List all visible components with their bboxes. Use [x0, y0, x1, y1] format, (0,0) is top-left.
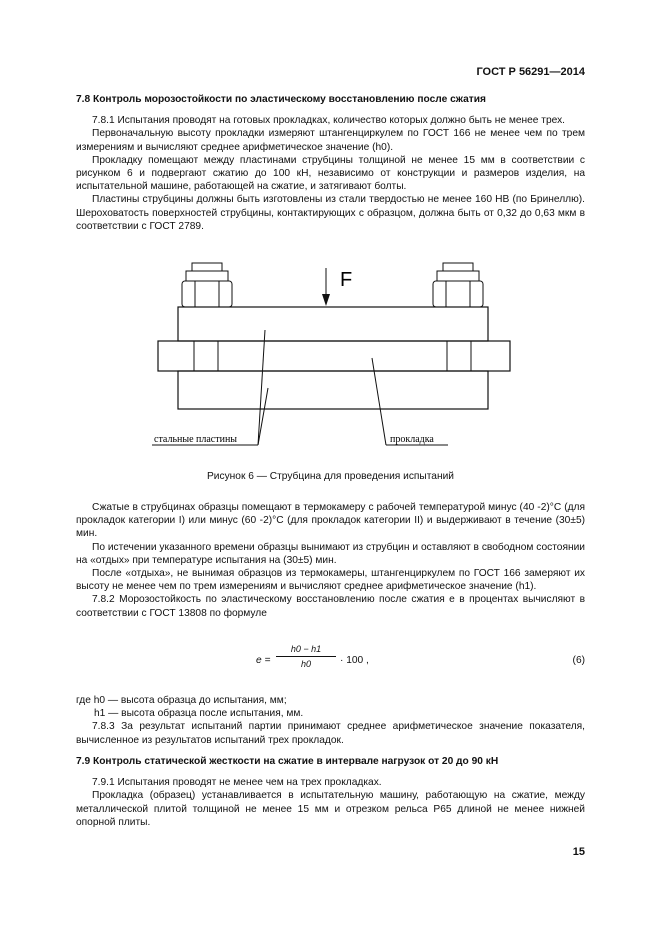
paragraph-rest: По истечении указанного времени образцы вынимают из струбцин и оставляют в свободном состоянии на «отдых» при температуре испытания на (30±5) мин.: [76, 541, 585, 566]
force-arrow-head: [322, 294, 330, 306]
paragraph-7-8-1: 7.8.1 Испытания проводят на готовых прокладках, количество которых должно быть не менее трех.: [92, 115, 566, 127]
figure-caption: Рисунок 6 — Струбцина для проведения испытаний: [207, 471, 454, 482]
formula-lhs: е =: [256, 655, 271, 666]
upper-steel-plate: [178, 307, 488, 341]
section-title-7-9: 7.9 Контроль статической жесткости на сжатие в интервале нагрузок от 20 до 90 кН: [76, 756, 499, 767]
page-number: 15: [572, 846, 585, 858]
paragraph-initial-height: Первоначальную высоту прокладки измеряют штангенциркулем по ГОСТ 166 не менее чем по трем измерениям и вычисляют среднее арифметическое значение (h0).: [76, 128, 585, 153]
lower-steel-plate: [178, 371, 488, 409]
paragraph-7-9-1: 7.9.1 Испытания проводят не менее чем на трех прокладках.: [92, 777, 382, 789]
where-line-1: где h0 — высота образца до испытания, мм;: [76, 695, 287, 706]
formula-tail: · 100 ,: [340, 655, 369, 666]
paragraph-plates: Пластины струбцины должны быть изготовлены из стали твердостью не менее 160 НВ (по Бринеллю). Шероховатость поверхностей струбцины, контактирующих с образцом, должна быть от 0,32 до 0,63 мкм в соответствии с ГОСТ 2789.: [76, 194, 585, 232]
left-bolt: [182, 263, 232, 307]
section-title-7-8: 7.8 Контроль морозостойкости по эластическому восстановлению после сжатия: [76, 94, 486, 105]
where-block: [76, 694, 585, 747]
clamp-figure: [150, 258, 520, 458]
after-figure-text: [76, 501, 585, 620]
paragraph-7-8-3: 7.8.3 За результат испытаний партии принимают среднее арифметическое значение показателя, вычисленное из результатов испытаний трех прокладок.: [76, 721, 585, 746]
label-plates: стальные пластины: [154, 434, 238, 445]
paragraph-7-9-install: Прокладка (образец) устанавливается в испытательную машину, работающую на сжатие, между металлической плитой толщиной не менее 15 мм и отрезком рельса Р65 длиной не менее нижней опорной плиты.: [76, 790, 585, 828]
formula-6: [76, 644, 585, 684]
left-bolt-shank: [194, 341, 218, 371]
formula-numerator: h0 − h1: [276, 644, 336, 657]
right-bolt: [433, 263, 483, 307]
formula-denominator: h0: [300, 659, 311, 669]
paragraph-thermochamber: Сжатые в струбцинах образцы помещают в термокамеру с рабочей температурой минус (40 -2)°С (для прокладок категории I) или минус (60 -2)°С (для прокладок категории II) и выдерживают в течение (30±5) мин.: [76, 502, 585, 540]
paragraph-7-8-2: 7.8.2 Морозостойкость по эластическому восстановлению после сжатия е в процентах вычисляют в соответствии с ГОСТ 13808 по формуле: [76, 594, 585, 619]
paragraph-remeasure: После «отдыха», не вынимая образцов из термокамеры, штангенциркулем по ГОСТ 166 замеряют их высоту не менее чем по трем измерениям и вычисляют среднее арифметическое значение (h1).: [76, 568, 585, 593]
force-label: F: [340, 269, 353, 291]
standard-header: ГОСТ Р 56291—2014: [476, 66, 585, 78]
label-gasket: прокладка: [390, 434, 434, 445]
paragraph-clamp: Прокладку помещают между пластинами струбцины толщиной не менее 15 мм в соответствии с рисунком 6 и подвергают сжатию до 100 кН, независимо от конструкции и размеров изделия, на испытательной машине, работающей на сжатие, и затягивают болты.: [76, 154, 585, 193]
section-7-9: [76, 755, 585, 829]
section-7-8: [76, 93, 585, 233]
right-bolt-shank: [447, 341, 471, 371]
gasket: [158, 341, 510, 371]
formula-fraction: [276, 644, 336, 669]
where-line-2: h1 — высота образца после испытания, мм.: [94, 708, 304, 720]
formula-number: (6): [572, 655, 585, 666]
